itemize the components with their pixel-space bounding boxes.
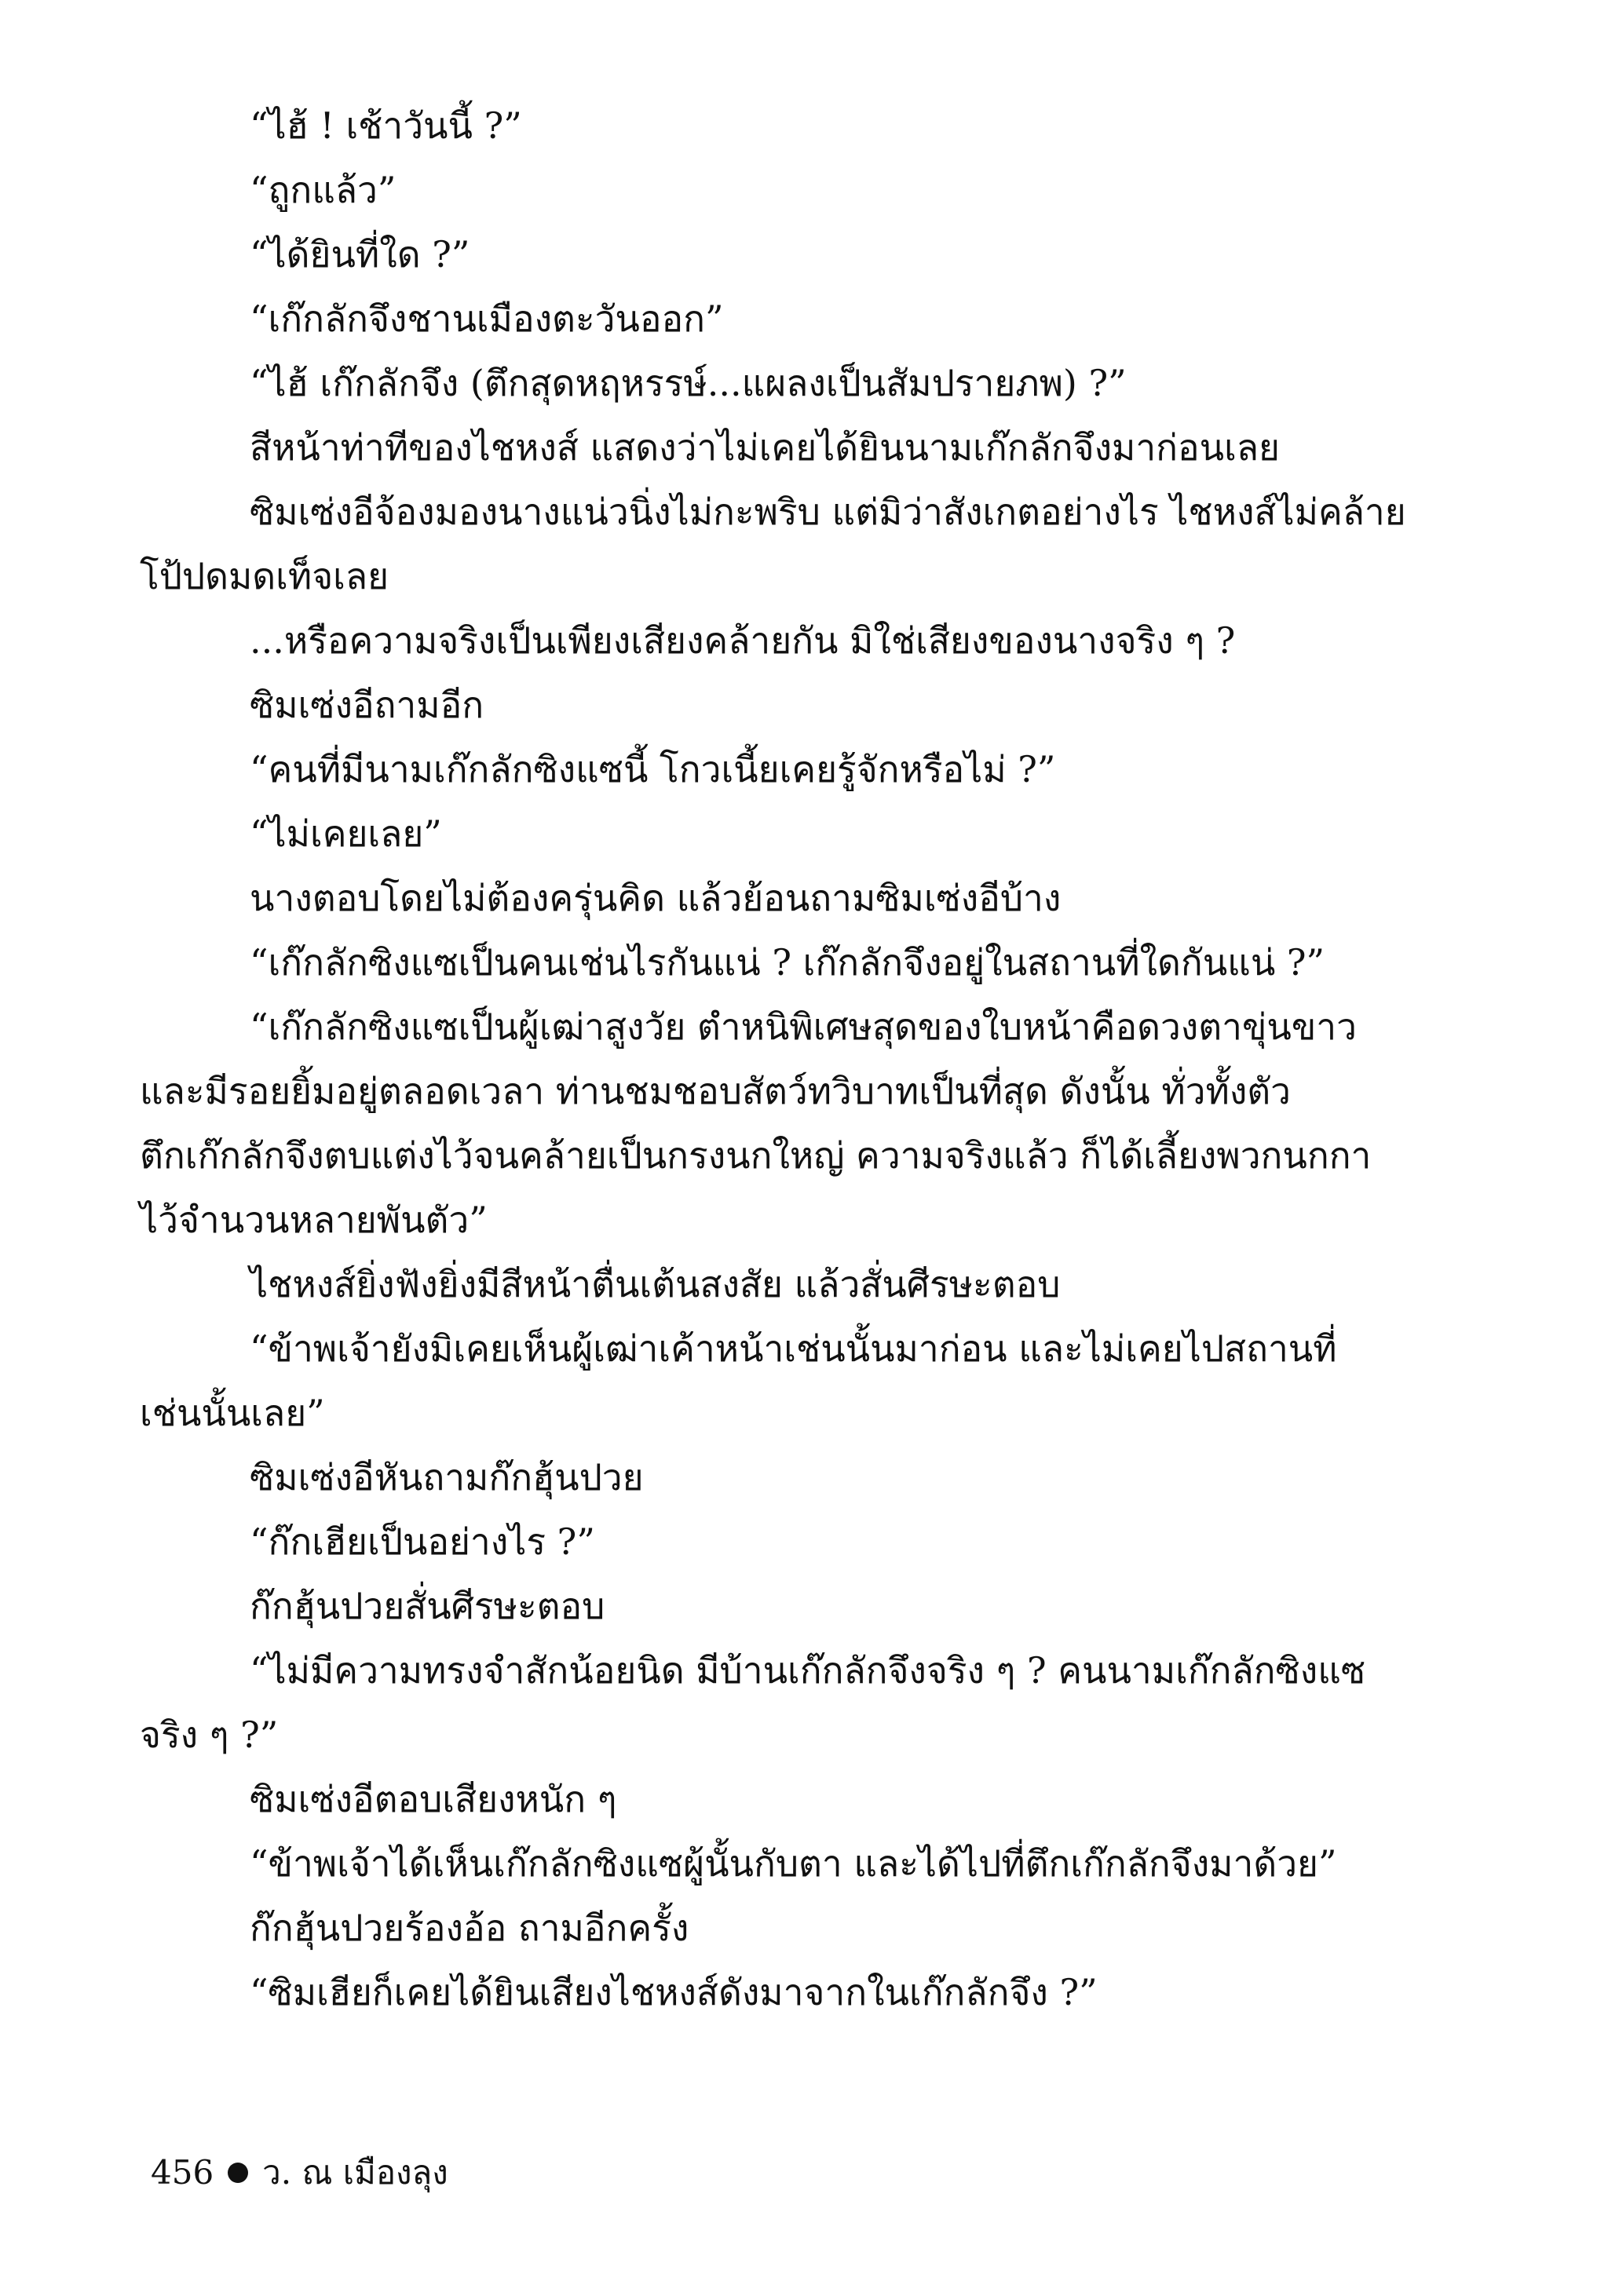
text-line: ซิมเซ่งอีจ้องมองนางแน่วนิ่งไม่กะพริบ แต่มิว่าสังเกตอย่างไร ไชหงส์ไม่คล้าย bbox=[250, 491, 1406, 533]
text-line: “ไฮ้ ! เช้าวันนี้ ?” bbox=[250, 104, 522, 147]
text-line: สีหน้าท่าทีของไชหงส์ แสดงว่าไม่เคยได้ยินนามเก๊กลักจึงมาก่อนเลย bbox=[250, 426, 1280, 469]
text-line: “ถูกแล้ว” bbox=[250, 169, 397, 211]
text-line: ไชหงส์ยิ่งฟังยิ่งมีสีหน้าตื่นเต้นสงสัย แล้วสั่นศีรษะตอบ bbox=[250, 1263, 1061, 1305]
text-line: “คนที่มีนามเก๊กลักซิงแซนี้ โกวเนี้ยเคยรู้จักหรือไม่ ?” bbox=[250, 748, 1056, 790]
text-line: ตึกเก๊กลักจึงตบแต่งไว้จนคล้ายเป็นกรงนกใหญ่ ความจริงแล้ว ก็ได้เลี้ยงพวกนกกา bbox=[140, 1134, 1372, 1177]
text-line: โป้ปดมดเท็จเลย bbox=[140, 555, 389, 597]
text-line: ไว้จำนวนหลายพันตัว” bbox=[140, 1199, 488, 1241]
text-line: “ไม่มีความทรงจำสักน้อยนิด มีบ้านเก๊กลักจึงจริง ๆ ? คนนามเก๊กลักซิงแซ bbox=[250, 1649, 1366, 1692]
text-line: “ข้าพเจ้ายังมิเคยเห็นผู้เฒ่าเค้าหน้าเช่นนั้นมาก่อน และไม่เคยไปสถานที่ bbox=[250, 1327, 1337, 1370]
page-number: 456 bbox=[151, 2153, 214, 2192]
text-line: “ไม่เคยเลย” bbox=[250, 812, 442, 855]
text-line: จริง ๆ ?” bbox=[140, 1714, 279, 1756]
text-line: ...หรือความจริงเป็นเพียงเสียงคล้ายกัน มิใช่เสียงของนางจริง ๆ ? bbox=[250, 619, 1236, 662]
text-line: ก๊กฮุ้นปวยร้องอ้อ ถามอีกครั้ง bbox=[250, 1907, 689, 1949]
text-line: และมีรอยยิ้มอยู่ตลอดเวลา ท่านชมชอบสัตว์ทวิบาทเป็นที่สุด ดังนั้น ทั่วทั้งตัว bbox=[140, 1070, 1291, 1112]
text-line: นางตอบโดยไม่ต้องครุ่นคิด แล้วย้อนถามซิมเซ่งอีบ้าง bbox=[250, 877, 1062, 919]
text-line: ซิมเซ่งอีตอบเสียงหนัก ๆ bbox=[250, 1778, 617, 1820]
filled-circle-icon bbox=[228, 2163, 248, 2183]
text-line: “เก๊กลักซิงแซเป็นผู้เฒ่าสูงวัย ตำหนิพิเศษสุดของใบหน้าคือดวงตาขุ่นขาว bbox=[250, 1006, 1357, 1048]
text-line: “ก๊กเฮียเป็นอย่างไร ?” bbox=[250, 1520, 595, 1563]
text-line: “ได้ยินที่ใด ?” bbox=[250, 233, 470, 276]
author-name: ว. ณ เมืองลุง bbox=[262, 2153, 448, 2192]
text-line: “ข้าพเจ้าได้เห็นเก๊กลักซิงแซผู้นั้นกับตา และได้ไปที่ตึกเก๊กลักจึงมาด้วย” bbox=[250, 1842, 1337, 1885]
text-line: ซิมเซ่งอีถามอีก bbox=[250, 684, 484, 726]
text-line: ก๊กฮุ้นปวยสั่นศีรษะตอบ bbox=[250, 1585, 605, 1627]
text-line: “เก๊กลักซิงแซเป็นคนเช่นไรกันแน่ ? เก๊กลักจึงอยู่ในสถานที่ใดกันแน่ ?” bbox=[250, 941, 1325, 984]
page-footer bbox=[151, 2151, 448, 2195]
text-line: ซิมเซ่งอีหันถามก๊กฮุ้นปวย bbox=[250, 1456, 644, 1498]
text-line: เช่นนั้นเลย” bbox=[140, 1392, 325, 1434]
text-line: “ซิมเฮียก็เคยได้ยินเสียงไชหงส์ดังมาจากในเก๊กลักจึง ?” bbox=[250, 1971, 1098, 2013]
text-line: “ไฮ้ เก๊กลักจึง (ตึกสุดหฤหรรษ์...แผลงเป็นสัมปรายภพ) ?” bbox=[250, 362, 1127, 404]
text-line: “เก๊กลักจึงชานเมืองตะวันออก” bbox=[250, 297, 724, 340]
